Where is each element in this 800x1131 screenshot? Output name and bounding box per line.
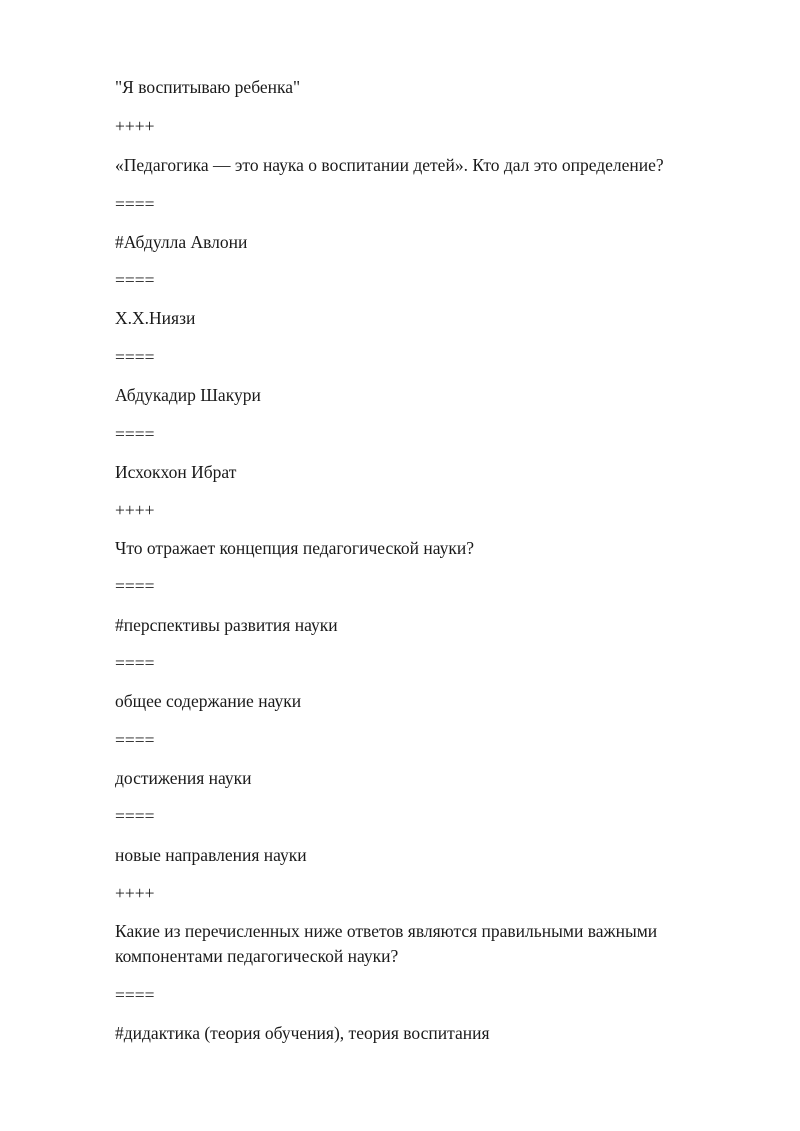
question-separator: ++++ <box>115 883 155 903</box>
answer-option: Абдукадир Шакури <box>115 385 261 405</box>
question-separator: ++++ <box>115 116 155 136</box>
text-line: "Я воспитываю ребенка" <box>115 77 301 97</box>
answer-option-correct: #Абдулла Авлони <box>115 232 248 252</box>
answer-option: достижения науки <box>115 768 252 788</box>
answer-separator: ==== <box>115 347 155 367</box>
answer-option: общее содержание науки <box>115 691 302 711</box>
answer-separator: ==== <box>115 576 155 596</box>
answer-separator: ==== <box>115 806 155 826</box>
question-text: Что отражает концепция педагогической науки? <box>115 538 474 558</box>
answer-option: Х.Х.Ниязи <box>115 308 196 328</box>
answer-separator: ==== <box>115 270 155 290</box>
answer-separator: ==== <box>115 730 155 750</box>
answer-option: Исхокхон Ибрат <box>115 462 237 482</box>
answer-separator: ==== <box>115 424 155 444</box>
answer-separator: ==== <box>115 653 155 673</box>
question-separator: ++++ <box>115 500 155 520</box>
question-text: «Педагогика — это наука о воспитании детей». Кто дал это определение? <box>115 155 664 175</box>
question-text: Какие из перечисленных ниже ответов являются правильными важными <box>115 921 658 941</box>
answer-option: новые направления науки <box>115 845 307 865</box>
answer-option-correct: #дидактика (теория обучения), теория воспитания <box>115 1023 490 1043</box>
answer-separator: ==== <box>115 194 155 214</box>
answer-separator: ==== <box>115 985 155 1005</box>
question-text-continued: компонентами педагогической науки? <box>115 946 399 966</box>
answer-option-correct: #перспективы развития науки <box>115 615 338 635</box>
